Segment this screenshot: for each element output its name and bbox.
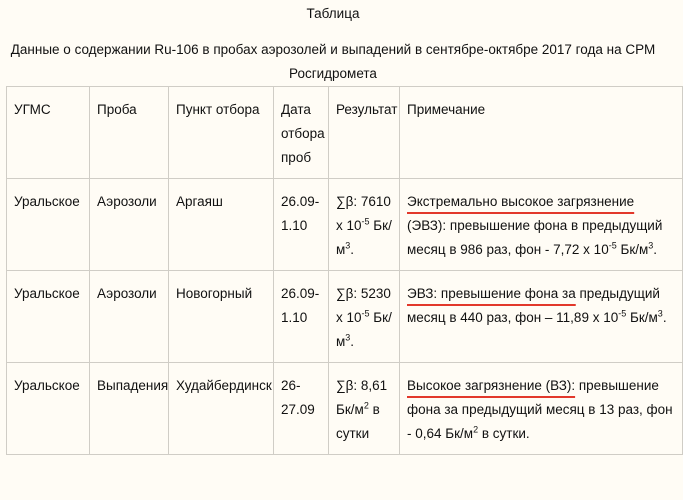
- result-unit: в сутки: [336, 402, 380, 441]
- note-unit-exponent: 3: [657, 308, 663, 319]
- cell-site: Аргаяш: [169, 179, 274, 271]
- cell-note: [400, 363, 683, 455]
- note-text: (ЭВЗ): превышение фона в предыдущий месяц в 986 раз, фон - 7,72 x 10: [407, 218, 663, 257]
- note-exponent: -5: [608, 240, 617, 251]
- note-highlight: Экстремально высокое загрязнение: [407, 194, 635, 209]
- note-unit: Бк/м: [616, 242, 649, 257]
- note-exponent: -5: [618, 308, 627, 319]
- note-highlight: ЭВЗ: превышение фона за: [407, 286, 576, 301]
- result-unit-exponent: 3: [345, 332, 351, 343]
- header-note: Примечание: [400, 87, 683, 179]
- table-row: [7, 271, 683, 363]
- result-prefix: ∑β: 5230 x 10: [336, 286, 391, 325]
- note-end: .: [662, 310, 667, 325]
- result-exponent: -5: [361, 308, 370, 319]
- cell-date: 26.09-1.10: [274, 271, 329, 363]
- cell-ugms: Уральское: [7, 179, 90, 271]
- note-text: превышение фона за предыдущий месяц в 13 раз, фон - 0,64 Бк/м: [407, 378, 673, 441]
- cell-note: [400, 271, 683, 363]
- cell-sample: Аэрозоли: [90, 271, 169, 363]
- result-prefix: ∑β: 7610 x 10: [336, 194, 391, 233]
- cell-result: [329, 179, 400, 271]
- result-unit-exponent: 3: [345, 240, 351, 251]
- result-suffix: .: [350, 242, 355, 257]
- note-unit: Бк/м: [626, 310, 658, 325]
- note-end: .: [653, 242, 658, 257]
- cell-sample: Выпадения: [90, 363, 169, 455]
- result-exponent: -5: [361, 216, 370, 227]
- cell-site: Худайбердинск: [169, 363, 274, 455]
- result-prefix: ∑β: 8,61 Бк/м: [336, 378, 388, 417]
- table-title: Данные о содержании Ru-106 в пробах аэрозолей и выпадений в сентябре-октябре 2017 года на СРМ Росгидромета: [10, 42, 656, 81]
- cell-date: 26-27.09: [274, 363, 329, 455]
- header-site: Пункт отбора: [169, 87, 274, 179]
- header-ugms: УГМС: [7, 87, 90, 179]
- header-sample: Проба: [90, 87, 169, 179]
- result-exponent: 2: [363, 400, 369, 411]
- note-highlight: Высокое загрязнение (ВЗ):: [407, 378, 576, 393]
- result-unit: Бк/м: [336, 310, 392, 349]
- table-row: [7, 179, 683, 271]
- result-unit: Бк/м: [336, 218, 392, 257]
- cell-result: [329, 271, 400, 363]
- table-caption-label: Таблица: [306, 6, 360, 21]
- note-unit-exponent: 3: [648, 240, 654, 251]
- result-suffix: .: [350, 334, 355, 349]
- table-row: [7, 363, 683, 455]
- cell-result: [329, 363, 400, 455]
- cell-note: [400, 179, 683, 271]
- header-result: Результат: [329, 87, 400, 179]
- note-text: предыдущий месяц в 440 раз, фон – 11,89 x 10: [407, 286, 660, 325]
- cell-ugms: Уральское: [7, 271, 90, 363]
- note-exponent: 2: [473, 424, 479, 435]
- cell-sample: Аэрозоли: [90, 179, 169, 271]
- cell-date: 26.09-1.10: [274, 179, 329, 271]
- cell-ugms: Уральское: [7, 363, 90, 455]
- ru106-data-table: [6, 86, 683, 455]
- table-header-row: [7, 87, 683, 179]
- note-unit: в сутки.: [478, 426, 530, 441]
- cell-site: Новогорный: [169, 271, 274, 363]
- header-date: Дата отбора проб: [274, 87, 329, 179]
